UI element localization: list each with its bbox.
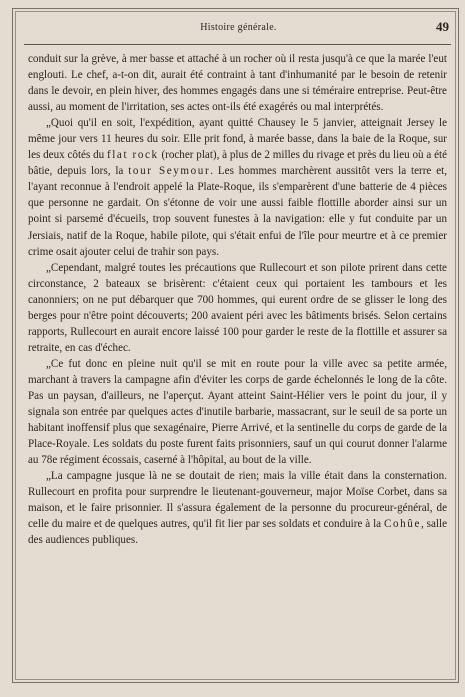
spaced-term: tour Seymour: [128, 165, 211, 178]
paragraph: [28, 260, 447, 356]
paragraph-text: „Quoi qu'il en soit, l'expédition, ayant quitté Chausey le 5 janvier, atteignait Jersey le même jour vers 11 heures du soir. Elle prit fond, à marée basse, dans la baie de la Roque, sur les deux côtés du: [28, 117, 447, 162]
running-title: Histoire générale.: [200, 22, 277, 33]
paragraph: [28, 356, 447, 468]
paragraph: [28, 468, 447, 548]
page-number: 49: [436, 19, 449, 34]
page-header: [26, 19, 451, 40]
paragraph-text: (rocher plat), à plus de 2 milles du rivage et près du lieu où a été bâtie, depuis lors, la: [28, 149, 448, 178]
paragraph-text: „Cependant, malgré toutes les précautions que Rullecourt et son pilote prirent dans cette circonstance, 2 bateaux se brisèrent: c'étaient ceux qui portaient les tambours et les canonniers; on ne put débarquer que 700 hommes, qui eurent ordre de se glisser le long des berges pour n'être point découverts; 200 avaient péri avec les bâtiments brisés. Selon certains rapports, Rullecourt en aurait encore laissé 100 pour garder le reste de la flottille et assurer sa retraite, en cas d'échec.: [28, 261, 447, 354]
header-rule: [24, 44, 451, 45]
paragraph-text: conduit sur la grève, à mer basse et attaché à un rocher où il resta jusqu'à ce que la marée l'eut englouti. Le chef, a-t-on dit, aurait été contraint à tant d'inhumanité par le besoin de retenir dans le devoir, en plein hiver, des hommes engagés dans une si téméraire entreprise. Peut-être aussi, au moment de l'irritation, ses actes ont-ils été exagérés ou mal interprétés.: [28, 53, 447, 114]
body-text: [28, 51, 447, 548]
paragraph: [28, 115, 447, 259]
paragraph: [28, 51, 447, 115]
paragraph-text: „La campagne jusque là ne se doutait de rien; mais la ville était dans la consternation. Rullecourt en profita pour surprendre le lieutenant-gouverneur, major Moïse Corbet, dans sa maison, et le faire prisonnier. Il s'assura également de la personne du procureur-général, de celle du maire et de quelques autres, qu'il fit lier par ses soldats et conduire à la: [28, 470, 447, 531]
paragraph-text: . Les hommes marchèrent aussitôt vers la terre et, l'ayant reconnue à l'endroit appelé la Plate-Roque, ils s'emparèrent d'une batterie de 4 pièces que personne ne gardait. On s'étonne de voir une aussi faible flottille aborder ainsi sur un point si parsemé d'écueils, trop souvent funestes à la navigation: elle y fut conduite par un Jersiais, natif de la Roque, habile pilote, qui s'était enfui de l'île pour meurtre et à ce premier crime osait ajouter celui de trahir son pays.: [28, 165, 448, 258]
spaced-term: flat rock: [106, 149, 159, 162]
spaced-term: Cohûe: [384, 518, 421, 531]
paragraph-text: , salle des audiences publiques.: [28, 518, 447, 547]
paragraph-text: „Ce fut donc en pleine nuit qu'il se mit en route pour la ville avec sa petite armée, marchant à travers la campagne afin d'éviter les corps de garde échelonnés le long de la côte. Pas un paysan, d'ailleurs, ne l'aperçut. Ayant atteint Saint-Hélier vers le point du jour, il y signala son entrée par quelques actes d'inutile barbarie, massacrant, sur le seuil de sa porte un habitant inoffensif plus que sexagénaire, Pierre Arrivé, et la sentinelle du corps de garde de la Place-Royale. Les soldats du poste furent faits prisonniers, sauf un qui courut donner l'alarme au 78e régiment écossais, caserné à l'hôpital, au bout de la ville.: [28, 357, 447, 467]
